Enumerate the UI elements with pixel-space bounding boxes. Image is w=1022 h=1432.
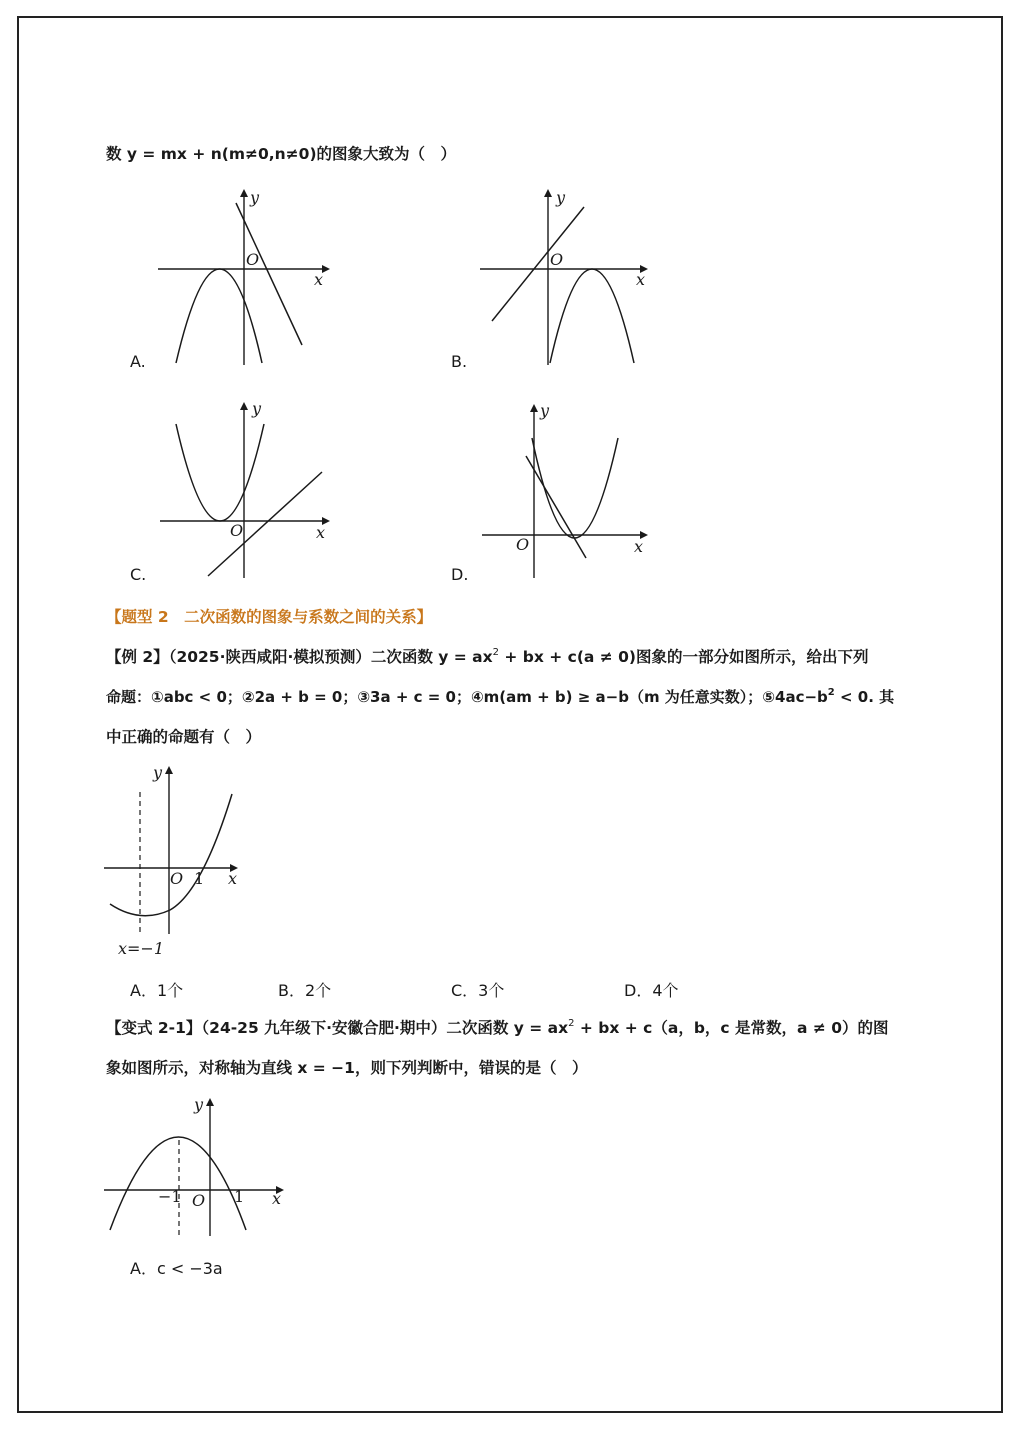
graph-a [150, 185, 340, 375]
x-axis-label: x [636, 270, 646, 289]
choice-b: B．2个 [278, 981, 332, 1000]
graph-b [472, 185, 662, 375]
tick-label-1: 1 [234, 1187, 245, 1206]
y-axis-label: y [250, 188, 260, 207]
example-source: （2025·陕西咸阳·模拟预测） [168, 648, 371, 666]
section-heading: 【题型 2 二次函数的图象与系数之间的关系】 [106, 608, 433, 626]
option-d-label: D. [451, 565, 469, 584]
superscript: 2 [492, 647, 499, 658]
y-axis-label: y [153, 763, 163, 782]
example2-text: 二次函数 y = ax [370, 648, 493, 666]
variant-tag: 【变式 2-1】 [106, 1019, 202, 1037]
tick-label-1: 1 [194, 869, 205, 888]
example2-graph [100, 762, 260, 962]
variant-text: + bx + c（a，b，c 是常数，a ≠ 0）的图 [574, 1019, 889, 1037]
origin-label: O [170, 869, 184, 888]
symmetry-axis-label: x=−1 [118, 939, 165, 958]
x-axis-label: x [272, 1189, 282, 1208]
example-tag: 【例 2】 [106, 648, 169, 666]
option-b-label: B. [451, 352, 468, 371]
option-a-label: A. [130, 352, 146, 371]
tick-label-neg1: −1 [158, 1187, 182, 1206]
superscript: 2 [568, 1018, 575, 1029]
variant-graph [100, 1094, 300, 1244]
y-axis-label: y [252, 399, 262, 418]
option-c-label: C. [130, 565, 147, 584]
example2-line1 [106, 646, 869, 671]
example2-text: 命题：①abc < 0；②2a + b = 0；③3a + c = 0；④m(am + b) ≥ a−b（m 为任意实数）；⑤4ac−b [106, 688, 828, 706]
example2-text: + bx + c(a ≠ 0)图象的一部分如图所示，给出下列 [498, 648, 869, 666]
graph-c [150, 398, 340, 588]
variant-choice-a: A．c < −3a [130, 1259, 223, 1278]
origin-label: O [230, 521, 244, 540]
y-axis-label: y [194, 1095, 204, 1114]
variant-source: （24-25 九年级下·安徽合肥·期中） [201, 1019, 447, 1037]
x-axis-label: x [634, 537, 644, 556]
example2-line2 [106, 686, 894, 711]
variant-line1 [106, 1017, 889, 1042]
example2-line3: 中正确的命题有（ ） [106, 728, 262, 746]
x-axis-label: x [314, 270, 324, 289]
y-axis-label: y [540, 401, 550, 420]
example2-text: < 0. 其 [834, 688, 895, 706]
origin-label: O [192, 1191, 206, 1210]
graph-d [472, 398, 662, 588]
choice-a: A．1个 [130, 981, 184, 1000]
superscript: 2 [827, 687, 835, 698]
y-axis-label: y [556, 188, 566, 207]
choice-c: C．3个 [451, 981, 505, 1000]
x-axis-label: x [316, 523, 326, 542]
origin-label: O [550, 250, 564, 269]
variant-text: 二次函数 y = ax [446, 1019, 569, 1037]
question-stem: 数 y = mx + n(m≠0,n≠0)的图象大致为（ ） [106, 145, 457, 163]
variant-line2: 象如图所示，对称轴为直线 x = −1，则下列判断中，错误的是（ ） [106, 1059, 588, 1077]
x-axis-label: x [228, 869, 238, 888]
origin-label: O [516, 535, 530, 554]
origin-label: O [246, 250, 260, 269]
choice-d: D．4个 [624, 981, 679, 1000]
